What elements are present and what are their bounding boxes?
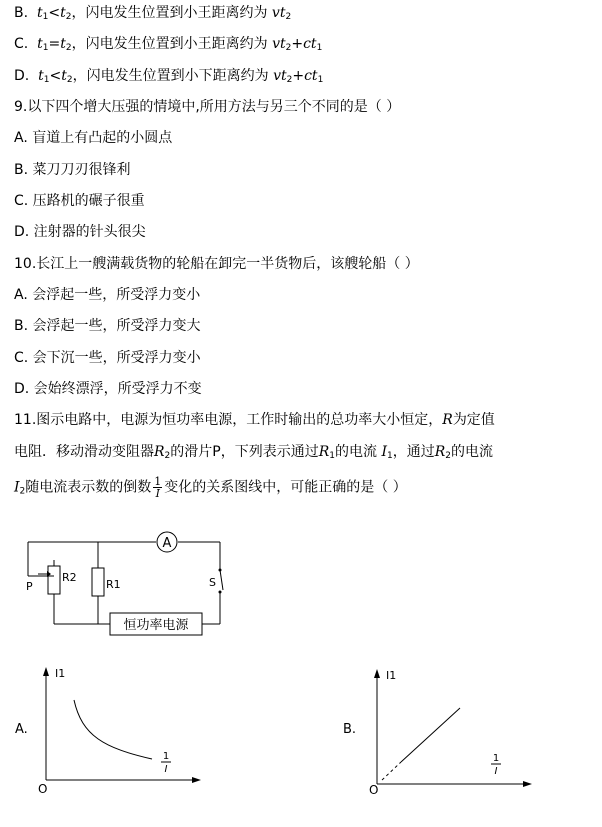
graph-a [34, 662, 204, 797]
q9-stem: 9.以下四个增大压强的情境中,所用方法与另三个不同的是（ ） [14, 99, 401, 115]
graph-a-option: A. [15, 722, 28, 737]
ammeter-label: A [162, 536, 172, 551]
graph-b [365, 662, 535, 797]
power-source-label: 恒功率电源 [123, 618, 189, 633]
q10-option-a: A. 会浮起一些，所受浮力变小 [14, 287, 201, 303]
graph-b-ylabel: I1 [386, 669, 397, 682]
graph-a-ylabel: I1 [55, 667, 66, 680]
slider-label: P [26, 580, 33, 593]
r2-label: R2 [62, 571, 77, 584]
graph-a-xlabel-den: I [164, 764, 168, 775]
q10-option-c: C. 会下沉一些，所受浮力变小 [14, 350, 201, 366]
q8-option-d: D. $t_1<t_2$，闪电发生位置到小下距离约为 $vt_2+ct_1$ [14, 68, 324, 85]
q8-option-b: B. $t_1<t_2$，闪电发生位置到小王距离约为 $vt_2$ [14, 5, 292, 22]
q9-option-b: B. 菜刀刀刃很锋利 [14, 162, 131, 178]
q11-line1: 11.图示电路中，电源为恒功率电源，工作时输出的总功率大小恒定，R为定值 [14, 412, 495, 428]
circuit-diagram [20, 530, 230, 642]
graph-b-line-solid [401, 708, 460, 762]
q10-stem: 10.长江上一艘满载货物的轮船在卸完一半货物后，该艘轮船（ ） [14, 256, 419, 272]
q9-option-d: D. 注射器的针头很尖 [14, 224, 146, 240]
q11-line2: 电阻．移动滑动变阻器$R_2$的滑片P，下列表示通过$R_1$的电流 $I_1$，通过$R_2$的电流 [14, 444, 494, 461]
graph-b-origin: O [369, 783, 379, 797]
q9-option-c: C. 压路机的碾子很重 [14, 193, 145, 209]
q10-option-d: D. 会始终漂浮，所受浮力不变 [14, 381, 202, 397]
q8-option-c: C. $t_1=t_2$，闪电发生位置到小王距离约为 $vt_2+ct_1$ [14, 36, 323, 53]
q9-option-a: A. 盲道上有凸起的小圆点 [14, 130, 173, 146]
graph-b-option: B. [343, 722, 357, 737]
graph-b-xlabel-num: 1 [492, 753, 500, 764]
graph-a-origin: O [38, 782, 48, 796]
graph-b-line-dashed [382, 762, 401, 780]
graph-a-curve [74, 700, 152, 759]
switch-label: S [209, 576, 216, 589]
graph-a-xlabel-num: 1 [162, 751, 170, 762]
q10-option-b: B. 会浮起一些，所受浮力变大 [14, 318, 201, 334]
graph-b-xlabel-den: I [494, 766, 498, 777]
reciprocal-fraction: $\frac{1}{I}$ [154, 475, 162, 500]
r1-label: R1 [106, 578, 121, 591]
q11-line3: $I_2$随电流表示数的倒数 $\frac{1}{I}$ 变化的关系图线中，可能正确的是（ ） [14, 475, 407, 500]
